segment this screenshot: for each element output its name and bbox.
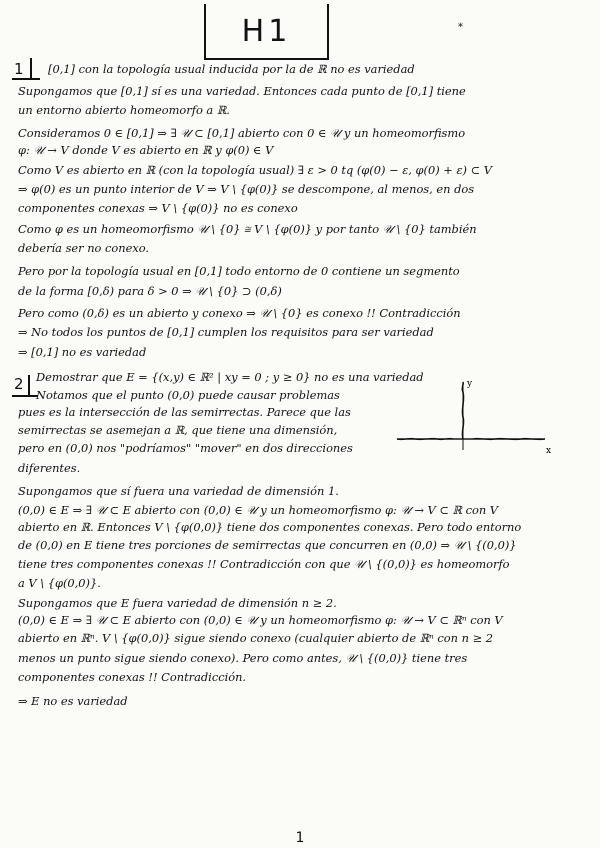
exercise-2-line: (0,0) ∈ E ⇒ ∃ 𝒰 ⊂ E abierto con (0,0) ∈ 𝒰 y un homeomorfismo φ: 𝒰 → V ⊂ ℝⁿ con V (18, 613, 503, 627)
exercise-2-line: abierto en ℝ. Entonces V \ {φ(0,0)} tiene dos componentes conexas. Pero todo entorno (18, 520, 522, 534)
exercise-1-line: Como φ es un homeomorfismo 𝒰 \ {0} ≅ V \ {φ(0)} y por tanto 𝒰 \ {0} también (18, 222, 477, 236)
sketch-x-label: x (546, 446, 552, 456)
exercise-2-line: componentes conexas !! Contradicción. (18, 670, 247, 684)
exercise-1-line: de la forma [0,δ) para δ > 0 ⇒ 𝒰 \ {0} ⊃ (0,δ) (18, 284, 282, 298)
exercise-2-line: Supongamos que sí fuera una variedad de dimensión 1. (18, 484, 339, 498)
exercise-1-underline (12, 78, 40, 80)
exercise-2-line: semirrectas se asemejan a ℝ, que tiene una dimensión, (18, 423, 338, 437)
exercise-2-line: abierto en ℝⁿ. V \ {φ(0,0)} sigue siendo conexo (cualquier abierto de ℝⁿ con n ≥ 2 (18, 631, 493, 645)
page-number: 1 (295, 830, 305, 846)
exercise-1-line: Consideramos 0 ∈ [0,1] ⇒ ∃ 𝒰 ⊂ [0,1] abierto con 0 ∈ 𝒰 y un homeomorfismo (18, 126, 466, 140)
exercise-1-number-bar (30, 58, 32, 78)
exercise-1-line: componentes conexas ⇒ V \ {φ(0)} no es conexo (18, 201, 298, 215)
exercise-1-line: Supongamos que [0,1] sí es una variedad. Entonces cada punto de [0,1] tiene (18, 84, 466, 98)
exercise-2-line: diferentes. (18, 461, 81, 475)
exercise-1-conclusion: ⇒ [0,1] no es variedad (18, 345, 147, 359)
exercise-2-line: pero en (0,0) nos "podríamos" "mover" en dos direcciones (18, 441, 353, 455)
exercise-2-number-bar (28, 375, 30, 397)
exercise-1-line: Pero como (0,δ) es un abierto y conexo ⇒ 𝒰 \ {0} es conexo !! Contradicción (18, 306, 461, 320)
exercise-1-line: Como V es abierto en ℝ (con la topología usual) ∃ ε > 0 tq (φ(0) − ε, φ(0) + ε) ⊂ V (18, 163, 493, 177)
exercise-2-line: menos un punto sigue siendo conexo). Pero como antes, 𝒰 \ {(0,0)} tiene tres (18, 651, 468, 665)
exercise-2-line: (0,0) ∈ E ⇒ ∃ 𝒰 ⊂ E abierto con (0,0) ∈ 𝒰 y un homeomorfismo φ: 𝒰 → V ⊂ ℝ con V (18, 503, 499, 517)
corner-mark: * (458, 22, 463, 33)
set-e-sketch (395, 378, 555, 458)
exercise-2-underline (12, 395, 38, 397)
exercise-1-line: Pero por la topología usual en [0,1] todo entorno de 0 contiene un segmento (18, 264, 460, 278)
exercise-1-line: φ: 𝒰 → V donde V es abierto en ℝ y φ(0) ∈ V (18, 143, 274, 157)
exercise-2-statement: Demostrar que E = {(x,y) ∈ ℝ² | xy = 0 ; y ≥ 0} no es una variedad (36, 370, 424, 384)
sketch-y-label: y (467, 379, 473, 389)
exercise-2-number: 2 (14, 375, 24, 393)
exercise-2-line: de (0,0) en E tiene tres porciones de semirrectas que concurren en (0,0) ⇒ 𝒰 \ {(0,0)} (18, 538, 517, 552)
exercise-2-line: tiene tres componentes conexas !! Contradicción con que 𝒰 \ {(0,0)} es homeomorfo (18, 557, 510, 571)
exercise-1-line: un entorno abierto homeomorfo a ℝ. (18, 103, 230, 117)
exercise-2-conclusion: ⇒ E no es variedad (18, 694, 128, 708)
exercise-2-line: pues es la intersección de las semirrectas. Parece que las (18, 405, 351, 419)
page-title: H1 (204, 4, 329, 60)
exercise-1-number: 1 (14, 60, 24, 78)
exercise-1-statement: [0,1] con la topología usual inducida por la de ℝ no es variedad (48, 62, 415, 76)
exercise-1-line: ⇒ No todos los puntos de [0,1] cumplen los requisitos para ser variedad (18, 325, 434, 339)
exercise-2-line: Notamos que el punto (0,0) puede causar problemas (36, 388, 340, 402)
exercise-2-line: Supongamos que E fuera variedad de dimensión n ≥ 2. (18, 596, 337, 610)
exercise-1-line: debería ser no conexo. (18, 241, 150, 255)
exercise-2-line: a V \ {φ(0,0)}. (18, 576, 101, 590)
exercise-1-line: ⇒ φ(0) es un punto interior de V ⇒ V \ {φ(0)} se descompone, al menos, en dos (18, 182, 475, 196)
